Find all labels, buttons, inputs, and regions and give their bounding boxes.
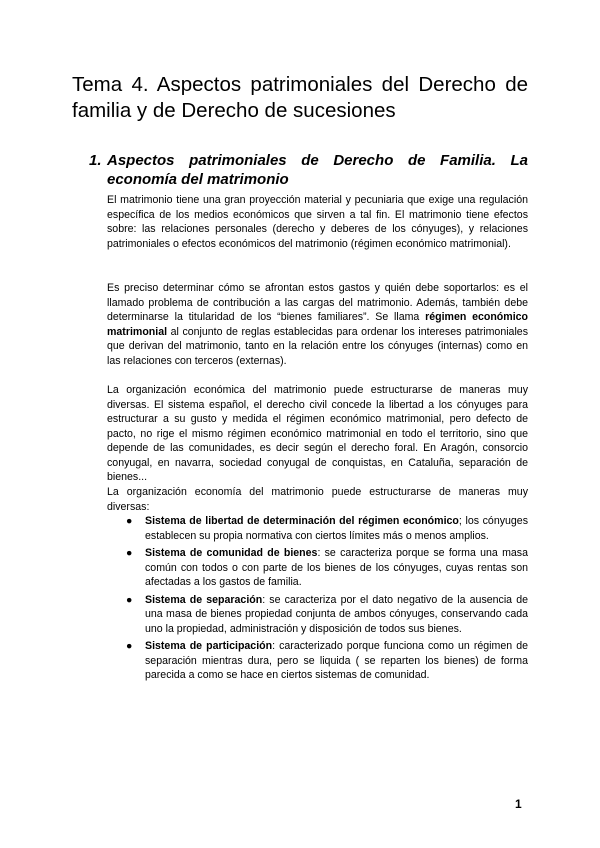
bullet-icon: ● [126,515,133,527]
list-item-term: Sistema de participación [145,640,273,652]
bullet-icon: ● [126,593,133,606]
paragraph-2-text-b: al conjunto de reglas establecidas para ordenar los intereses patrimoniales que derivan del matrimonio, tanto en la relación entre los cónyuges (internas) como en las relaciones con terceros (externas). [107,325,528,367]
page-number: 1 [515,797,522,811]
list-item-desc: : se caracteriza por el dato negativo de la ausencia de una masa de bienes propiedad conjunta de ambos cónyuges, conservando cada uno la propiedad, administración y disposición de todos sus bienes. [145,593,528,635]
list-item-desc: : se caracteriza porque se forma una masa común con todos o con parte de los bienes de los cónyuges, cuyas rentas son afectadas a los gastos de familia. [145,547,528,588]
paragraph-2-text-a: Es preciso determinar cómo se afrontan estos gastos y quién debe soportarlos: es el llamado problema de contribución a las cargas del matrimonio. Además, también debe determinarse la titularidad de los “bienes familiares”. Se llama [107,282,528,323]
list-item-term: Sistema de separación [145,593,263,606]
page-title: Tema 4. Aspectos patrimoniales del Derecho de familia y de Derecho de sucesiones [72,73,528,122]
list-item-desc: ; los cónyuges establecen su propia normativa con ciertos límites más o menos amplios. [145,515,528,542]
section-title-text: Aspectos patrimoniales de Derecho de Familia. La economía del matrimonio [107,152,528,188]
list-item-term: Sistema de libertad de determinación del régimen económico [145,515,459,527]
paragraph-3: La organización económica del matrimonio puede estructurarse de maneras muy diversas. El sistema español, el derecho civil concede la libertad a los cónyuges para estructurar a su gusto y medida el régimen económico matrimonial, pero defecto de pacto, no rige el mismo régimen económico matrimonial en todo el territorio, sino que depende de las comunidades, es decir según el derecho foral. En Aragón, consorcio conyugal, en navarra, sociedad conyugal de conquistas, en Cataluña, separación de bienes... [107,384,528,483]
bullet-icon: ● [126,640,133,652]
regime-list [107,514,528,686]
paragraph-2-bold-term: régimen económico matrimonial [107,311,528,338]
paragraph-1: El matrimonio tiene una gran proyección material y pecuniaria que exige una regulación específica de los medios económicos que sirven a tal fin. El matrimonio tiene efectos sobre: las relaciones personales (derecho y deberes de los cónyuges), y relaciones patrimoniales o efectos económicos del matrimonio (régimen económico matrimonial). [107,194,528,250]
list-item [107,593,528,637]
list-item [107,546,528,590]
paragraph-4: La organización economía del matrimonio puede estructurarse de maneras muy diversas: [107,486,528,513]
list-item [107,514,528,543]
section-number: 1. [89,152,102,169]
list-item-desc: : caracterizado porque funciona como un régimen de separación mientras dura, pero se liquida ( se reparten los bienes) de forma parecida a como se hace en ciertos sistemas de comunidad. [145,640,528,681]
paragraph-2 [107,281,528,368]
list-item [107,639,528,683]
section-heading [89,151,528,189]
bullet-icon: ● [126,547,133,559]
list-item-term: Sistema de comunidad de bienes [145,547,318,559]
